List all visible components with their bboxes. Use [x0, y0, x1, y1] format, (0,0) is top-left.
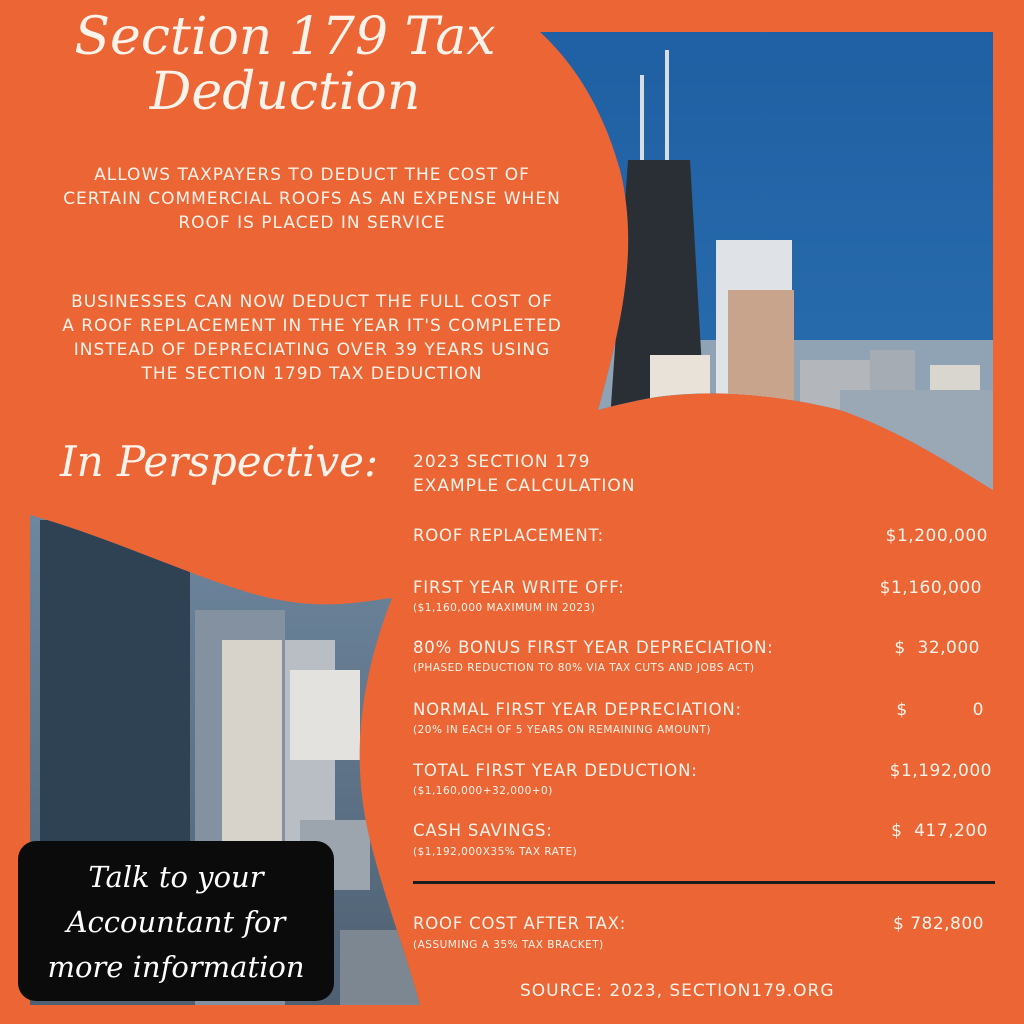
- intro-line2: CERTAIN COMMERCIAL ROOFS AS AN EXPENSE WHEN: [63, 189, 561, 209]
- intro-description: [0, 163, 624, 235]
- calc-value-total-deduction: $1,192,000: [889, 761, 992, 781]
- calc-note-cash-savings: ($1,192,000X35% TAX RATE): [413, 846, 578, 858]
- calc-value-first-year-write-off: $1,160,000: [879, 578, 982, 598]
- benefit-line3: INSTEAD OF DEPRECIATING OVER 39 YEARS USING: [73, 340, 551, 360]
- accountant-callout-text: Talk to your Accountant for more information: [47, 860, 305, 984]
- main-title-line2: Deduction: [149, 61, 421, 122]
- source-note: SOURCE: 2023, SECTION179.ORG: [520, 981, 835, 1001]
- main-title-line1: Section 179 Tax: [74, 7, 496, 67]
- calc-title-line1: 2023 SECTION 179: [413, 452, 591, 472]
- skyline-photo-top: [520, 20, 1000, 500]
- perspective-heading: In Perspective:: [60, 437, 379, 486]
- calc-note-roof-cost-after-tax: (ASSUMING A 35% TAX BRACKET): [413, 939, 604, 951]
- calc-note-normal-depreciation: (20% IN EACH OF 5 YEARS ON REMAINING AMOUNT): [413, 724, 712, 736]
- calc-value-roof-cost-after-tax: $ 782,800: [892, 914, 984, 934]
- calc-value-roof-replacement: $1,200,000: [885, 526, 988, 546]
- calc-title: [413, 450, 636, 498]
- calc-value-normal-depreciation: $ 0: [896, 700, 984, 720]
- calc-divider: [413, 881, 995, 884]
- calc-label-roof-cost-after-tax: ROOF COST AFTER TAX:: [413, 914, 627, 933]
- accountant-callout: [18, 841, 334, 1001]
- calc-label-first-year-write-off: FIRST YEAR WRITE OFF:: [413, 578, 625, 597]
- intro-line1: ALLOWS TAXPAYERS TO DEDUCT THE COST OF: [94, 165, 530, 185]
- calc-label-total-deduction: TOTAL FIRST YEAR DEDUCTION:: [413, 761, 698, 780]
- calc-label-cash-savings: CASH SAVINGS:: [413, 821, 553, 840]
- calc-note-total-deduction: ($1,160,000+32,000+0): [413, 785, 553, 797]
- calc-label-normal-depreciation: NORMAL FIRST YEAR DEPRECIATION:: [413, 700, 742, 719]
- calc-note-first-year-write-off: ($1,160,000 MAXIMUM IN 2023): [413, 602, 596, 614]
- calc-value-cash-savings: $ 417,200: [891, 821, 988, 841]
- benefit-line2: A ROOF REPLACEMENT IN THE YEAR IT'S COMPLETED: [62, 316, 562, 336]
- calc-label-roof-replacement: ROOF REPLACEMENT:: [413, 526, 604, 545]
- calc-title-line2: EXAMPLE CALCULATION: [413, 476, 636, 496]
- benefit-line1: BUSINESSES CAN NOW DEDUCT THE FULL COST OF: [71, 292, 553, 312]
- calc-note-bonus-depreciation: (PHASED REDUCTION TO 80% VIA TAX CUTS AND JOBS ACT): [413, 662, 755, 674]
- benefit-line4: THE SECTION 179D TAX DEDUCTION: [141, 364, 483, 384]
- intro-line3: ROOF IS PLACED IN SERVICE: [178, 213, 446, 233]
- benefit-description: [0, 290, 624, 386]
- main-title: [40, 7, 530, 122]
- calc-value-bonus-depreciation: $ 32,000: [894, 638, 980, 658]
- calc-label-bonus-depreciation: 80% BONUS FIRST YEAR DEPRECIATION:: [413, 638, 774, 657]
